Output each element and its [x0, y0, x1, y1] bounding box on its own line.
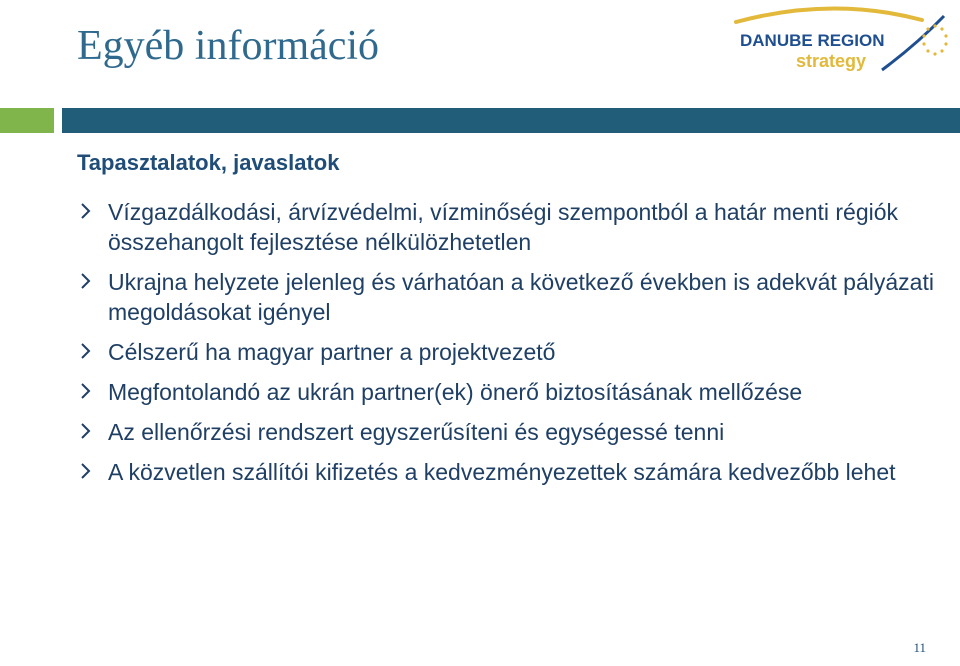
bullet-list [77, 197, 937, 497]
arrow-bullet-icon [80, 461, 92, 481]
section-heading: Tapasztalatok, javaslatok [77, 150, 340, 175]
arrow-bullet-icon [80, 201, 92, 221]
logo-swoosh-blue [882, 16, 944, 70]
bullet-item [77, 417, 937, 447]
bullet-text: Megfontolandó az ukrán partner(ek) önerő biztosításának mellőzése [108, 379, 803, 405]
header-bar-blue [62, 108, 960, 133]
danube-region-logo [732, 4, 954, 76]
bullet-text: Vízgazdálkodási, árvízvédelmi, vízminőségi szempontból a határ menti régiók összehangolt fejlesztése nélkülözhetetlen [108, 199, 899, 255]
bullet-text: Az ellenőrzési rendszert egyszerűsíteni és egységessé tenni [108, 419, 725, 445]
logo-text-strategy: strategy [796, 51, 867, 71]
slide-title: Egyéb információ [77, 23, 380, 69]
bullet-item [77, 457, 937, 487]
arrow-bullet-icon [80, 421, 92, 441]
arrow-bullet-icon [80, 341, 92, 361]
arrow-bullet-icon [80, 381, 92, 401]
bullet-item [77, 377, 937, 407]
arrow-bullet-icon [80, 271, 92, 291]
bullet-text: Ukrajna helyzete jelenleg és várhatóan a következő években is adekvát pályázati megoldásokat igényel [108, 269, 934, 325]
bullet-text: Célszerű ha magyar partner a projektvezető [108, 339, 556, 365]
page-number: 11 [913, 640, 926, 655]
logo-text-danube: DANUBE REGION [740, 31, 885, 50]
bullet-item [77, 197, 937, 257]
eu-stars-icon [922, 24, 947, 55]
logo-swoosh [736, 8, 922, 22]
bullet-item [77, 337, 937, 367]
header-bar-green [0, 108, 54, 133]
bullet-text: A közvetlen szállítói kifizetés a kedvezményezettek számára kedvezőbb lehet [108, 459, 896, 485]
bullet-item [77, 267, 937, 327]
